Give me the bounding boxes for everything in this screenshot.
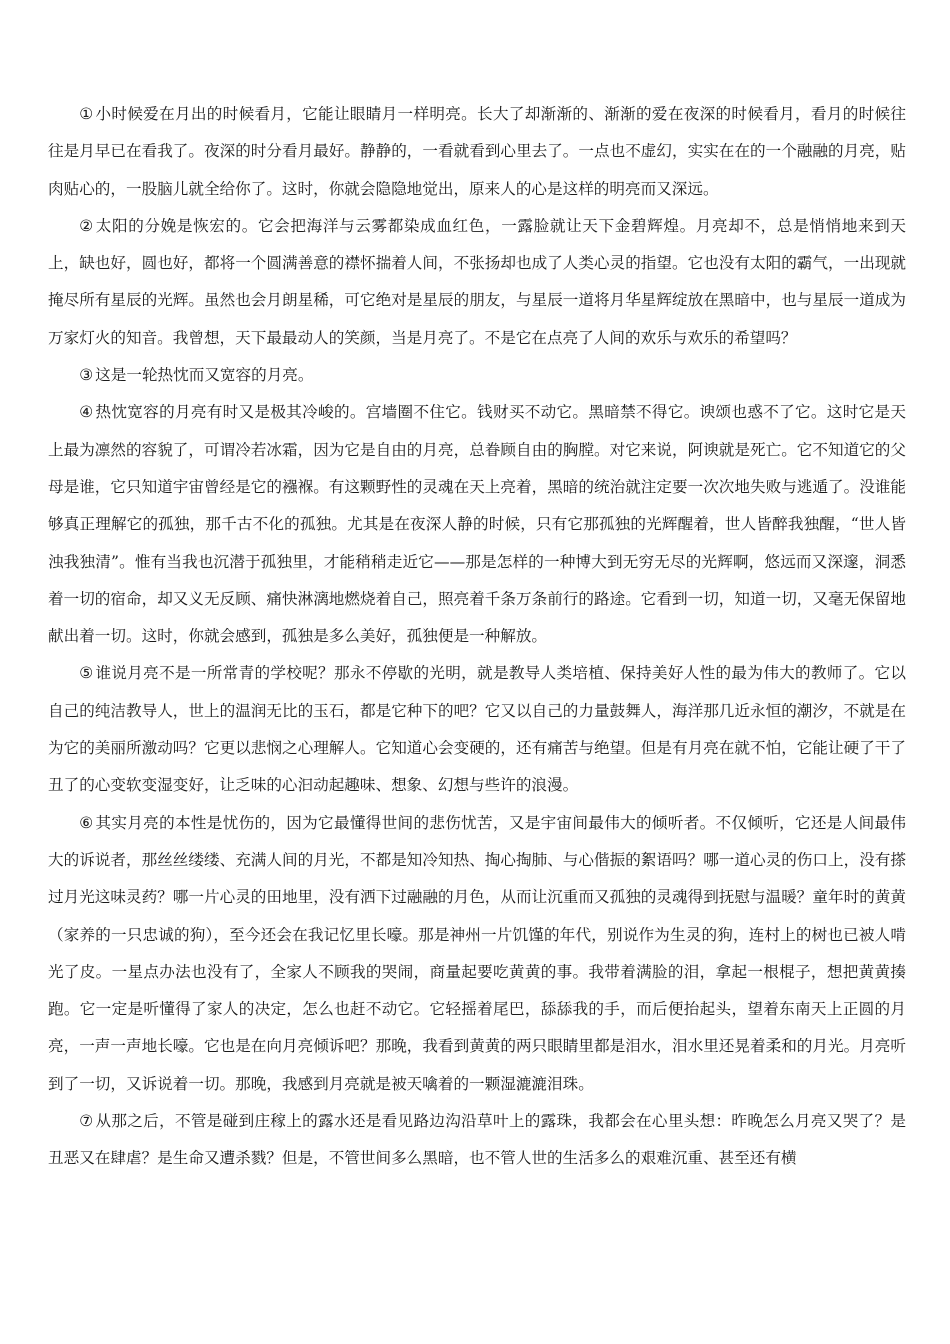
paragraph-number: ①	[79, 105, 94, 123]
paragraph-number: ⑥	[79, 813, 94, 832]
paragraph-number: ⑤	[79, 664, 94, 683]
paragraph-4	[48, 394, 906, 655]
paragraph-text: 这是一轮热忱而又宽容的月亮。	[95, 366, 314, 385]
paragraph-2	[48, 208, 906, 357]
paragraph-number: ③	[79, 366, 94, 385]
paragraph-number: ⑦	[79, 1112, 94, 1131]
paragraph-5	[48, 655, 906, 804]
paragraph-text: 谁说月亮不是一所常青的学校呢？那永不停歇的光明，就是教导人类培植、保持美好人性的最为伟大的教师了。它以自己的纯洁教导人，世上的温润无比的玉石，都是它种下的吧？它又以自己的力量鼓舞人，海洋那几近永恒的潮汐，不就是在为它的美丽所激动吗？它更以悲悯之心理解人。它知道心会变硬的，还有痛苦与绝望。但是有月亮在就不怕，它能让硬了干了丑了的心变软变湿变好，让乏味的心汩动起趣味、想象、幻想与些许的浪漫。	[48, 664, 906, 795]
article-body	[48, 96, 906, 1178]
paragraph-6	[48, 805, 906, 1103]
paragraph-7	[48, 1103, 906, 1178]
paragraph-number: ④	[79, 403, 94, 422]
paragraph-text: 热忱宽容的月亮有时又是极其冷峻的。宫墙圈不住它。钱财买不动它。黑暗禁不得它。谀颂也惑不了它。这时它是天上最为凛然的容貌了，可谓冷若冰霜，因为它是自由的月亮，总眷顾自由的胸膛。对它来说，阿谀就是死亡。它不知道它的父母是谁，它只知道宇宙曾经是它的襁褓。有这颗野性的灵魂在天上亮着，黑暗的统治就注定要一次次地失败与逃遁了。没谁能够真正理解它的孤独，那千古不化的孤独。尤其是在夜深人静的时候，只有它那孤独的光辉醒着，世人皆醉我独醒，“世人皆浊我独清”。惟有当我也沉潜于孤独里，才能稍稍走近它——那是怎样的一种博大到无穷无尽的光辉啊，悠远而又深邃，洞悉着一切的宿命，却又义无反顾、痛快淋漓地燃烧着自己，照亮着千条万条前行的路途。它看到一切，知道一切，又毫无保留地献出着一切。这时，你就会感到，孤独是多么美好，孤独便是一种解放。	[48, 403, 906, 646]
paragraph-text: 从那之后，不管是碰到庄稼上的露水还是看见路边沟沿草叶上的露珠，我都会在心里头想：昨晚怎么月亮又哭了？是丑恶又在肆虐？是生命又遭杀戮？但是，不管世间多么黑暗，也不管人世的生活多么的艰难沉重、甚至还有横	[48, 1112, 906, 1168]
paragraph-text: 太阳的分娩是恢宏的。它会把海洋与云雾都染成血红色，一露脸就让天下金碧辉煌。月亮却不，总是悄悄地来到天上，缺也好，圆也好，都将一个圆满善意的襟怀揣着人间，不张扬却也成了人类心灵的指望。它也没有太阳的霸气，一出现就掩尽所有星辰的光辉。虽然也会月朗星稀，可它绝对是星辰的朋友，与星辰一道将月华星辉绽放在黑暗中，也与星辰一道成为万家灯火的知音。我曾想，天下最最动人的笑颜，当是月亮了。不是它在点亮了人间的欢乐与欢乐的希望吗？	[48, 216, 906, 347]
paragraph-1	[48, 96, 906, 208]
paragraph-3	[48, 357, 906, 394]
paragraph-number: ②	[79, 216, 94, 235]
paragraph-text: 其实月亮的本性是忧伤的，因为它最懂得世间的悲伤忧苦，又是宇宙间最伟大的倾听者。不仅倾听，它还是人间最伟大的诉说者，那丝丝缕缕、充满人间的月光，不都是知冷知热、掏心掏肺、与心偕振的絮语吗？哪一道心灵的伤口上，没有搽过月光这味灵药？哪一片心灵的田地里，没有洒下过融融的月色，从而让沉重而又孤独的灵魂得到抚慰与温暖？童年时的黄黄（家养的一只忠诚的狗），至今还会在我记忆里长嚎。那是神州一片饥馑的年代，别说作为生灵的狗，连村上的树也已被人啃光了皮。一星点办法也没有了，全家人不顾我的哭闹，商量起要吃黄黄的事。我带着满脸的泪，拿起一根棍子，想把黄黄揍跑。它一定是听懂得了家人的决定，怎么也赶不动它。它轻摇着尾巴，舔舔我的手，而后便抬起头，望着东南天上正圆的月亮，一声一声地长嚎。它也是在向月亮倾诉吧？那晚，我看到黄黄的两只眼睛里都是泪水，泪水里还晃着柔和的月光。月亮听到了一切，又诉说着一切。那晚，我感到月亮就是被天噙着的一颗湿漉漉泪珠。	[48, 813, 906, 1093]
paragraph-text: 小时候爱在月出的时候看月，它能让眼睛月一样明亮。长大了却渐渐的、渐渐的爱在夜深的时候看月，看月的时候往往是月早已在看我了。夜深的时分看月最好。静静的，一看就看到心里去了。一点也不虚幻，实实在在的一个融融的月亮，贴肉贴心的，一股脑儿就全给你了。这时，你就会隐隐地觉出，原来人的心是这样的明亮而又深远。	[48, 105, 906, 198]
